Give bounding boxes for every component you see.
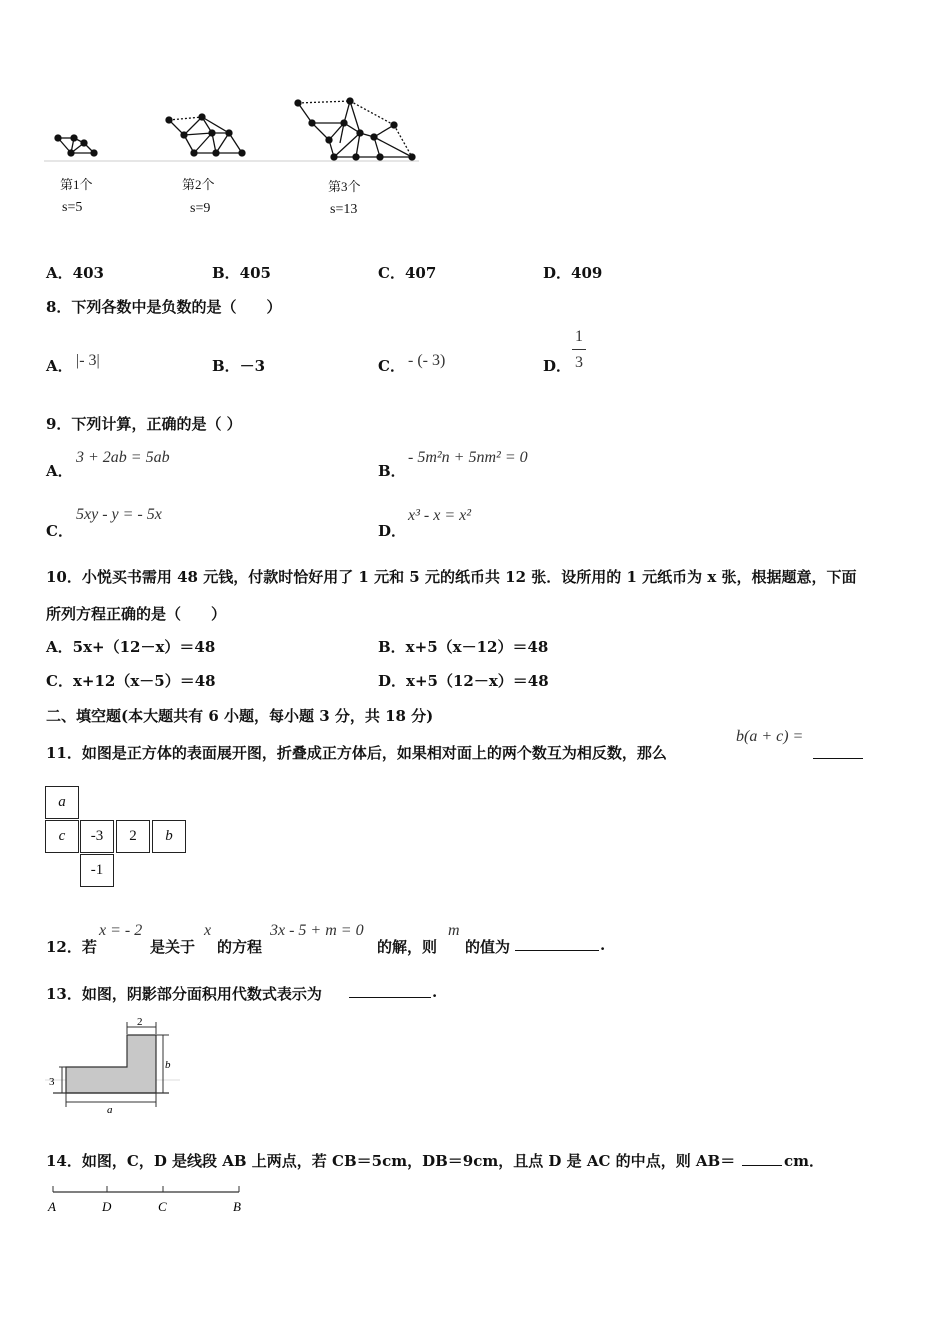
dim-label-a: a — [107, 1104, 113, 1116]
q8-stem: 8．下列各数中是负数的是（ ） — [46, 298, 282, 316]
q9-option-b-math: - 5m²n + 5nm² = 0 — [408, 449, 528, 466]
q12-math-3: 3x - 5 + m = 0 — [270, 922, 364, 939]
q9-option-b-label: B． — [378, 462, 406, 480]
shaded-shape-diagram — [45, 1012, 180, 1117]
pattern-diagram — [44, 95, 424, 165]
segment-diagram — [45, 1180, 250, 1218]
q8-fraction-numerator: 1 — [575, 328, 583, 345]
q9-option-c-math: 5xy - y = - 5x — [76, 506, 162, 523]
q10-stem-line2: 所列方程正确的是（ ） — [46, 605, 227, 623]
q8-option-a-math: |- 3| — [76, 352, 100, 369]
q7-option-a: A．403 — [46, 264, 104, 282]
q10-option-d: D．x+5（12－x）＝48 — [378, 672, 549, 690]
q9-option-c-label: C． — [46, 522, 73, 540]
point-d: D — [102, 1199, 112, 1214]
q10-stem-line1: 10．小悦买书需用 48 元钱，付款时恰好用了 1 元和 5 元的纸币共 12 张．设所用的 1 元纸币为 x 张，根据题意，下面 — [46, 568, 857, 586]
q12-text-4: 的解，则 — [377, 938, 438, 956]
q12-math-4: m — [448, 922, 460, 939]
section-heading: 二、填空题(本大题共有 6 小题，每小题 3 分，共 18 分) — [46, 707, 434, 725]
fraction-bar — [572, 349, 586, 350]
figure-sum-2: s=9 — [190, 201, 211, 216]
net-cell-c: c — [45, 820, 79, 853]
q14-unit: cm． — [784, 1152, 825, 1170]
q8-option-b: B．－3 — [212, 357, 266, 375]
q10-option-c: C．x+12（x－5）＝48 — [46, 672, 216, 690]
net-cell-neg3: -3 — [80, 820, 114, 853]
q12-text-5: 的值为 — [465, 938, 511, 956]
q8-option-c-math: - (- 3) — [408, 352, 446, 369]
q9-option-a-label: A． — [46, 462, 73, 480]
point-a: A — [48, 1199, 56, 1214]
q12-text-end: . — [600, 936, 606, 954]
q10-option-b: B．x+5（x－12）＝48 — [378, 638, 549, 656]
q13-stem: 13．如图，阴影部分面积用代数式表示为 — [46, 985, 322, 1003]
q7-option-c: C．407 — [378, 264, 437, 282]
net-cell-neg1: -1 — [80, 854, 114, 887]
q7-option-d: D．409 — [543, 264, 603, 282]
q12-answer-blank[interactable] — [515, 936, 599, 951]
q10-option-a: A．5x+（12－x）＝48 — [46, 638, 216, 656]
q8-fraction-denominator: 3 — [575, 354, 583, 371]
dim-label-2: 2 — [137, 1016, 143, 1028]
q8-option-a-label: A． — [46, 357, 73, 375]
q14-answer-blank[interactable] — [742, 1151, 782, 1166]
q7-option-b: B．405 — [212, 264, 271, 282]
q11-answer-blank[interactable] — [813, 744, 863, 759]
net-cell-2: 2 — [116, 820, 150, 853]
q8-option-d-label: D． — [543, 357, 572, 375]
q8-option-c-label: C． — [378, 357, 405, 375]
q12-text-1: 12．若 — [46, 938, 97, 956]
point-c: C — [158, 1199, 167, 1214]
q13-answer-blank[interactable] — [349, 983, 431, 998]
dim-label-3: 3 — [49, 1076, 55, 1088]
q12-math-2: x — [204, 922, 212, 939]
dim-label-b: b — [165, 1059, 171, 1071]
net-cell-b: b — [152, 820, 186, 853]
net-cell-a: a — [45, 786, 79, 819]
q12-text-3: 的方程 — [217, 938, 263, 956]
figure-sum-3: s=13 — [330, 202, 358, 217]
q11-stem: 11．如图是正方体的表面展开图，折叠成正方体后，如果相对面上的两个数互为相反数，那么 — [46, 744, 667, 762]
q13-text-end: . — [432, 983, 438, 1001]
q9-stem: 9．下列计算，正确的是（ ） — [46, 415, 242, 433]
figure-caption-3: 第3个 — [328, 179, 361, 194]
q11-expression: b(a + c) = — [736, 728, 804, 745]
q9-option-d-math: x³ - x = x² — [408, 507, 472, 524]
q12-text-2: 是关于 — [150, 938, 196, 956]
figure-sum-1: s=5 — [62, 200, 83, 215]
figure-caption-1: 第1个 — [60, 177, 93, 192]
q14-stem: 14．如图，C，D 是线段 AB 上两点，若 CB＝5cm，DB＝9cm，且点 D 是 AC 的中点，则 AB＝ — [46, 1152, 736, 1170]
q9-option-a-math: 3 + 2ab = 5ab — [76, 449, 170, 466]
figure-caption-2: 第2个 — [182, 177, 215, 192]
q12-math-1: x = - 2 — [99, 922, 143, 939]
point-b: B — [233, 1199, 241, 1214]
q9-option-d-label: D． — [378, 522, 407, 540]
